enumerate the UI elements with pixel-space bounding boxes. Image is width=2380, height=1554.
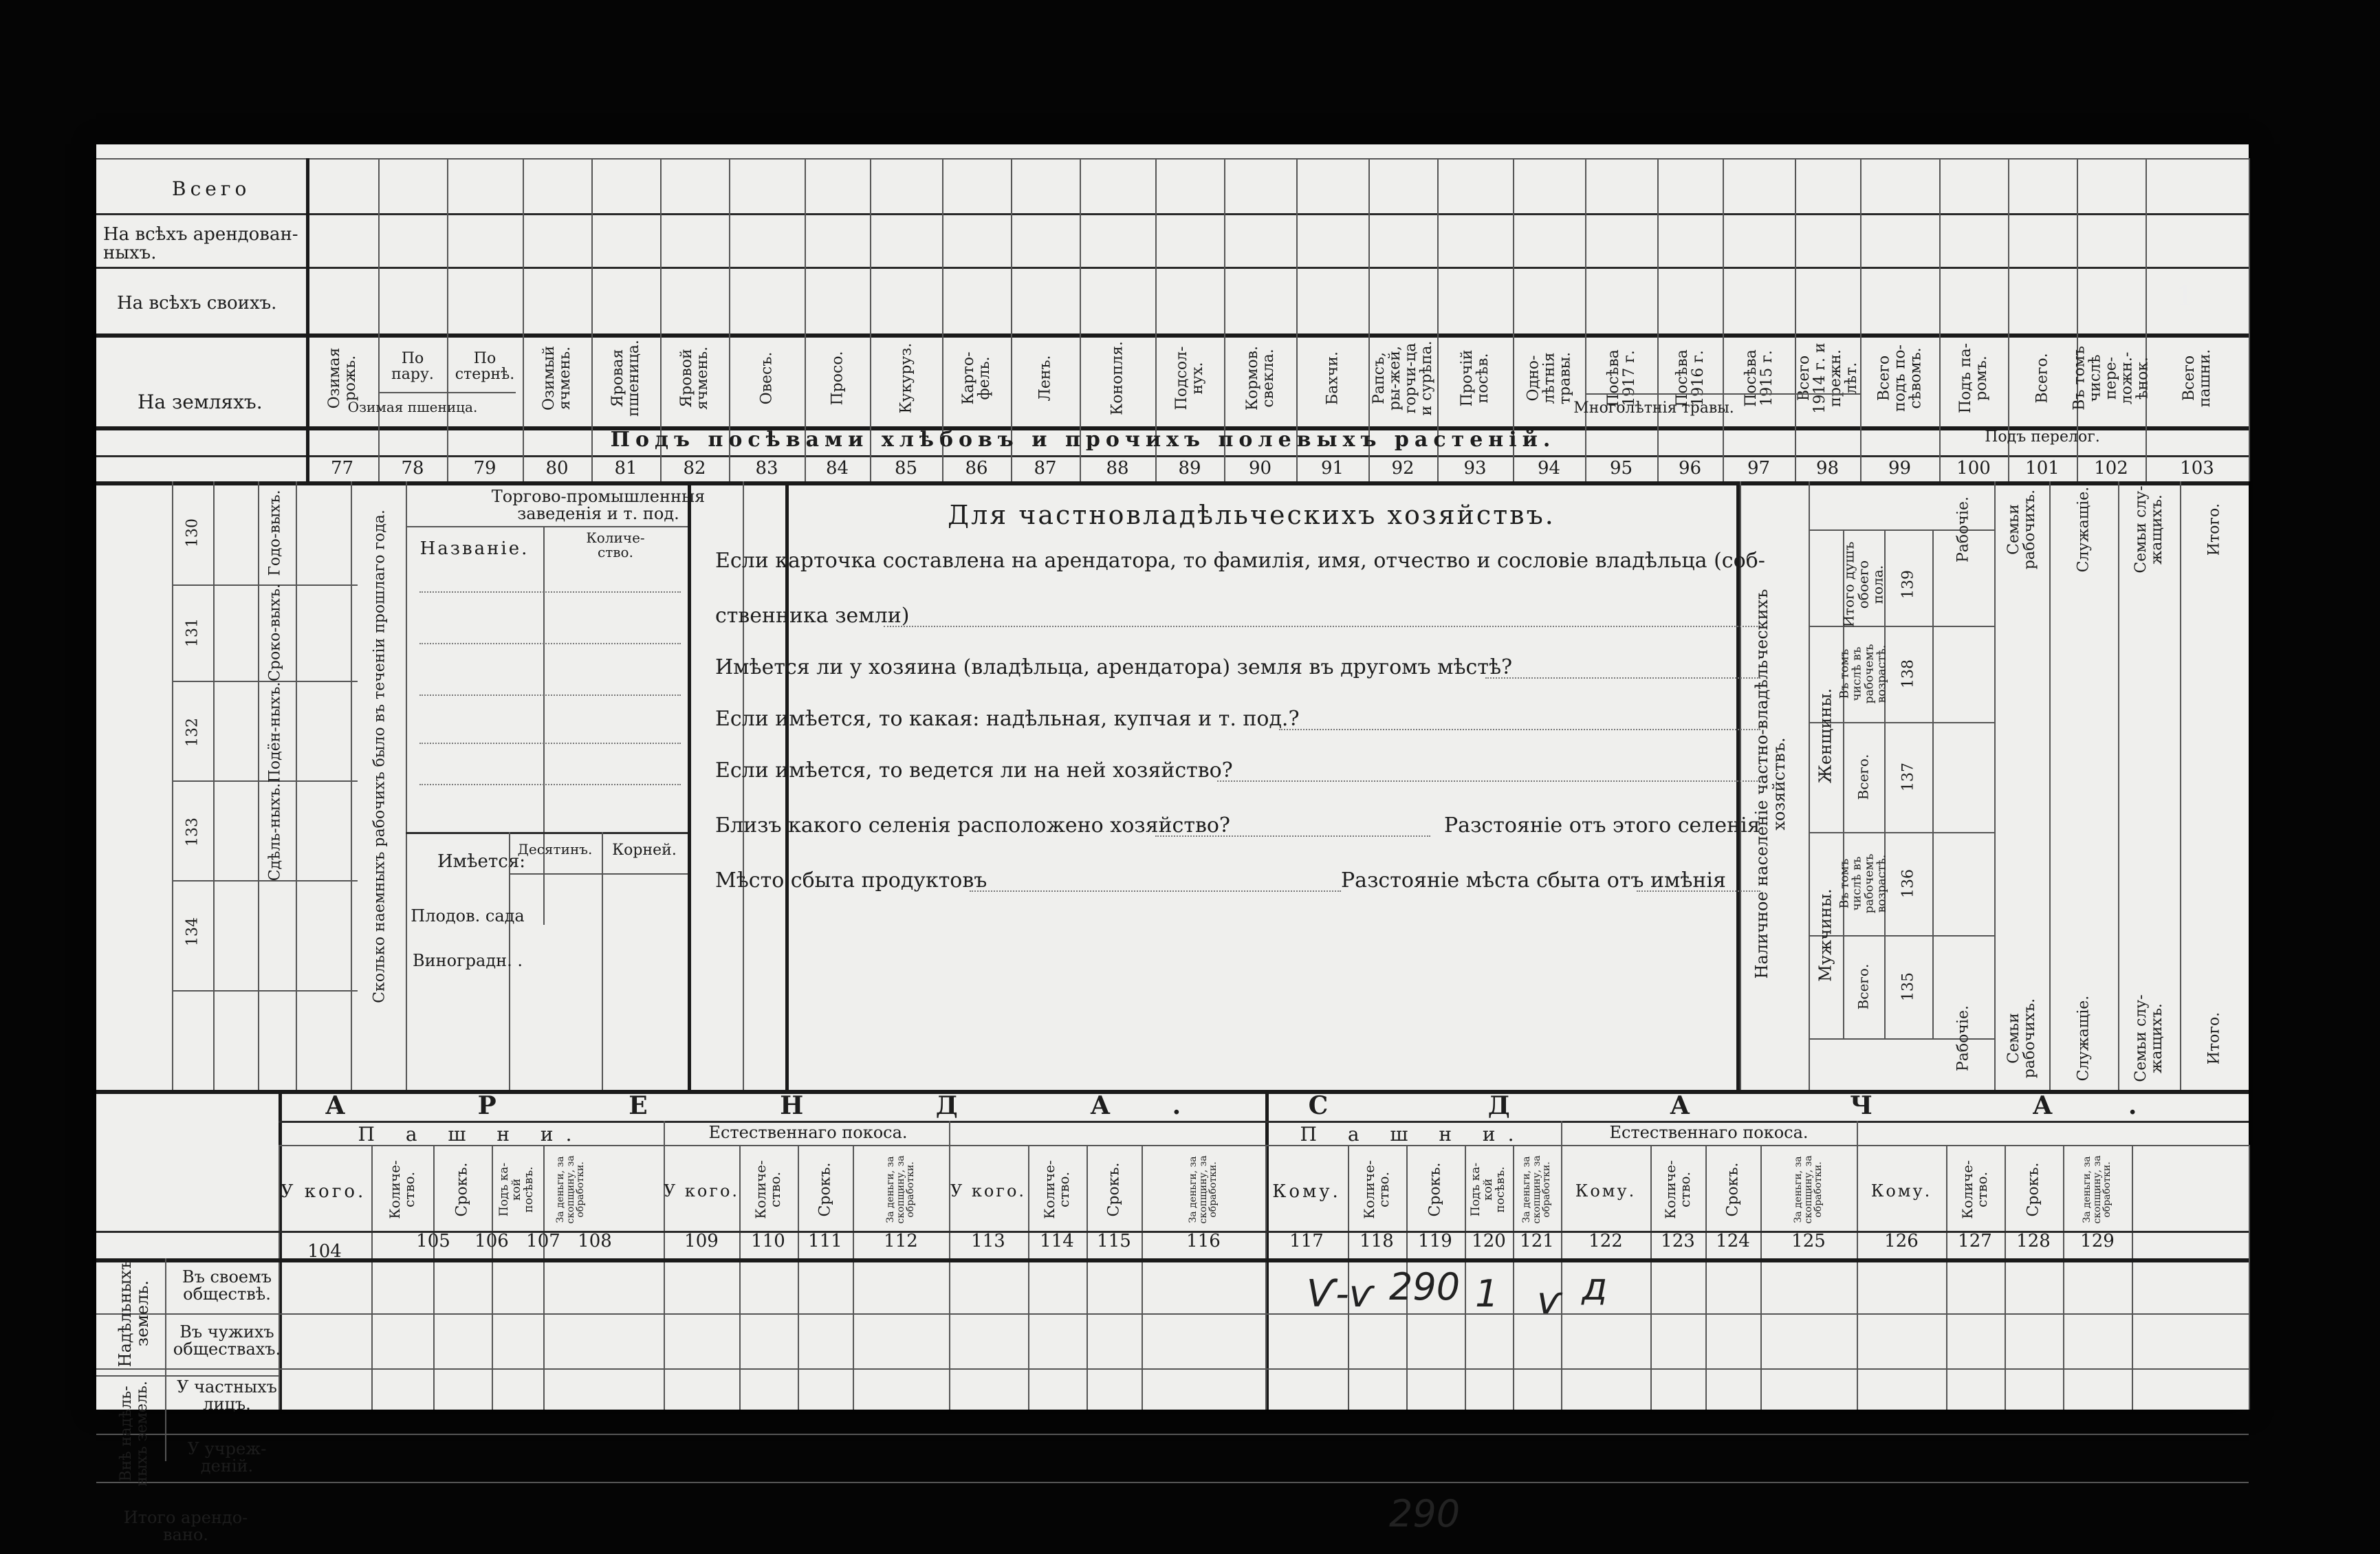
top-column-header: Подъ па-ромъ. xyxy=(1956,342,1990,414)
question-owner-cont: ственника земли) xyxy=(715,604,910,628)
horizontal-rule xyxy=(96,1482,2249,1483)
top-column-header: Озимая рожь. xyxy=(325,347,359,409)
top-column-header: Просо. xyxy=(828,351,846,406)
rent-column-rule xyxy=(492,1145,493,1410)
lease-out-title: С Д А Ч А. xyxy=(1308,1091,2213,1120)
top-column-header: Овесъ. xyxy=(758,351,776,405)
rent-column-rule xyxy=(2249,1145,2250,1410)
top-column-header: По стернѣ. xyxy=(455,350,515,384)
term-column-header: Срокъ. xyxy=(1105,1162,1123,1217)
column-number: 90 xyxy=(1248,458,1272,479)
row-label-total: Всего xyxy=(172,177,251,200)
column-number: 121 xyxy=(1520,1231,1554,1251)
worker-type-label: Годо-выхъ. xyxy=(266,490,284,576)
rent-meadow-header: Естественнаго покоса. xyxy=(708,1123,908,1142)
horizontal-rule xyxy=(172,880,358,882)
horizontal-rule xyxy=(509,873,688,875)
rent-column-rule xyxy=(371,1145,373,1410)
quantity-column-header: Количе-ство. xyxy=(1662,1160,1693,1219)
handwritten-entry: 1 xyxy=(1475,1272,1499,1315)
row-label-lands: На земляхъ. xyxy=(138,391,263,413)
qty-column-header: Количе-ство. xyxy=(586,529,645,560)
column-number: 81 xyxy=(614,458,637,479)
fill-in-line xyxy=(419,784,681,785)
rent-column-rule xyxy=(1028,1145,1029,1410)
rent-column-rule xyxy=(798,1145,799,1410)
staff-column-header: Служащіе. xyxy=(2075,486,2093,573)
horizontal-rule xyxy=(1809,626,1994,627)
total-both-sexes-label: Итого душъ обоего пола. xyxy=(1840,541,1886,628)
horizontal-rule xyxy=(96,1313,2249,1315)
column-number: 91 xyxy=(1320,458,1344,479)
rent-column-rule xyxy=(2063,1145,2064,1410)
quantity-column-header: Количе-ство. xyxy=(1959,1160,1990,1219)
column-number: 101 xyxy=(2025,458,2060,479)
men-total-label: Всего. xyxy=(1855,963,1872,1010)
horizontal-rule xyxy=(96,158,2249,160)
staff-column-footer: Семьи рабочихъ. xyxy=(2005,998,2038,1079)
column-number: 107 xyxy=(526,1231,560,1251)
column-number: 78 xyxy=(401,458,424,479)
fill-in-line xyxy=(1217,780,1760,782)
column-number: 100 xyxy=(1956,458,1991,479)
fill-in-line xyxy=(884,626,1760,627)
name-column-header: Названіе. xyxy=(419,538,530,559)
fill-in-line xyxy=(970,890,1341,892)
quantity-column-header: Количе-ство. xyxy=(1361,1160,1392,1219)
staff-column-footer: Итого. xyxy=(2205,1011,2223,1065)
horizontal-rule xyxy=(96,1258,2249,1262)
payment-column-header: За деньги, за скопщину, за обработки. xyxy=(1187,1155,1219,1224)
top-column-rule xyxy=(523,158,524,481)
middle-column-rule xyxy=(213,481,215,1090)
men-label: Мужчины. xyxy=(1815,888,1835,982)
column-number: 109 xyxy=(684,1231,719,1251)
worker-type-label: Сроко-выхъ. xyxy=(266,584,284,681)
group-label-sown-crops: Подъ посѣвами хлѣбовъ и прочихъ полевыхъ растеній. xyxy=(610,428,1556,452)
staff-column-footer: Рабочіе. xyxy=(1954,1005,1972,1072)
top-column-header: Подсол-нух. xyxy=(1172,346,1206,411)
column-number: 123 xyxy=(1661,1231,1695,1251)
top-column-header: Рапсъ, ры-жей, горчи-ца и сурѣпа. xyxy=(1370,340,1436,416)
horizontal-rule xyxy=(96,455,2249,457)
group-label-fallow: Подъ перелог. xyxy=(1985,428,2100,446)
who-column-header: Кому. xyxy=(1575,1181,1637,1201)
top-column-header: Ленъ. xyxy=(1036,355,1054,402)
column-number: 136 xyxy=(1899,869,1917,898)
women-working-age-label: Въ томъ числѣ въ рабочемъ возрастѣ. xyxy=(1837,644,1888,704)
rent-column-rule xyxy=(739,1145,741,1410)
horizontal-rule xyxy=(96,267,2249,269)
horizontal-rule xyxy=(96,1434,2249,1435)
top-column-header: Яровая пшеница. xyxy=(609,340,642,417)
column-number: 98 xyxy=(1815,458,1839,479)
column-number: 102 xyxy=(2094,458,2128,479)
crop-column-header: Подъ ка-кой посѣвъ. xyxy=(1469,1162,1507,1217)
horizontal-rule xyxy=(1809,722,1994,723)
middle-column-rule xyxy=(258,481,259,1090)
top-column-rule xyxy=(1795,158,1796,481)
row-label-rented: На всѣхъ арендован-ныхъ. xyxy=(103,224,298,264)
top-column-rule xyxy=(1723,158,1724,481)
top-column-rule xyxy=(378,158,380,481)
handwritten-entry: 290 xyxy=(1389,1265,1461,1309)
column-number: 83 xyxy=(755,458,778,479)
staff-column-rule xyxy=(2180,481,2181,1090)
top-column-rule xyxy=(447,158,448,481)
top-column-header: По пару. xyxy=(391,350,434,384)
row-other-community: Въ чужихъ обществахъ. xyxy=(173,1322,281,1359)
horizontal-rule xyxy=(96,1368,2249,1370)
top-column-header: Всего пашни. xyxy=(2180,349,2214,408)
lease-meadow-header: Естественнаго покоса. xyxy=(1609,1123,1809,1142)
payment-column-header: За деньги, за скопщину, за обработки. xyxy=(1520,1155,1553,1224)
quantity-column-header: Количе-ство. xyxy=(752,1160,783,1219)
column-number: 88 xyxy=(1106,458,1129,479)
rent-column-rule xyxy=(2005,1145,2006,1410)
column-number: 79 xyxy=(473,458,496,479)
column-number: 77 xyxy=(330,458,354,479)
column-number: 92 xyxy=(1391,458,1415,479)
handwritten-entry: Ѵ-ѵ xyxy=(1307,1272,1374,1315)
desyatin-header: Десятинъ. xyxy=(517,841,593,857)
top-column-rule xyxy=(1939,158,1941,481)
staff-column-rule xyxy=(2118,481,2119,1090)
top-column-header: Посѣва 1915 г. xyxy=(1742,349,1776,407)
top-column-header: Посѣва 1917 г. xyxy=(1604,349,1638,407)
column-number: 105 xyxy=(416,1231,450,1251)
column-number: 130 xyxy=(184,518,201,547)
vertical-rule xyxy=(165,1258,166,1461)
column-number: 127 xyxy=(1958,1231,1992,1251)
term-column-header: Срокъ. xyxy=(1426,1162,1444,1217)
fill-in-line xyxy=(1155,835,1430,837)
middle-column-rule xyxy=(172,481,173,1090)
horizontal-rule xyxy=(172,584,358,586)
top-column-header: Въ томъ числѣ пере-ложн.-ѣнок. xyxy=(2071,346,2152,411)
middle-column-rule xyxy=(296,481,297,1090)
middle-column-rule xyxy=(351,481,352,1090)
quantity-column-header: Количе-ство. xyxy=(386,1160,417,1219)
column-number: 122 xyxy=(1589,1231,1623,1251)
column-number: 85 xyxy=(894,458,918,479)
vertical-rule xyxy=(688,481,691,1090)
column-number: 82 xyxy=(683,458,706,479)
horizontal-rule xyxy=(96,481,2249,485)
who-column-header: Кому. xyxy=(1272,1181,1341,1202)
column-number: 115 xyxy=(1097,1231,1131,1251)
term-column-header: Срокъ. xyxy=(1724,1162,1742,1217)
worker-type-label: Сдѣль-ныхъ. xyxy=(266,783,284,882)
column-number: 94 xyxy=(1537,458,1561,479)
top-column-header: Карто-фель. xyxy=(959,351,993,405)
horizontal-rule xyxy=(1809,832,1994,833)
rent-column-rule xyxy=(1513,1145,1514,1410)
column-number: 106 xyxy=(474,1231,509,1251)
top-column-rule xyxy=(1860,158,1862,481)
top-column-header: Всего. xyxy=(2033,353,2051,404)
top-column-header: Одно-лѣтнія травы. xyxy=(1524,351,1574,405)
top-column-rule xyxy=(1657,158,1659,481)
column-number: 118 xyxy=(1360,1231,1394,1251)
payment-column-header: За деньги, за скопщину, за обработки. xyxy=(1792,1155,1824,1224)
column-number: 110 xyxy=(751,1231,785,1251)
rent-column-rule xyxy=(543,1145,545,1410)
top-column-header: Прочій посѣв. xyxy=(1458,349,1492,407)
top-column-rule xyxy=(2146,158,2147,481)
staff-column-header: Итого. xyxy=(2205,503,2223,556)
population-label: Наличное населеніе частно-владѣльческихъ хозяйствъ. xyxy=(1751,589,1789,979)
top-column-header: Кукуруз. xyxy=(897,342,915,414)
rent-title: А Р Е Н Д А. xyxy=(325,1091,1243,1120)
workers-count-label: Сколько наемныхъ рабочихъ было въ теченіи прошлаго года. xyxy=(371,510,389,1003)
women-label: Женщины. xyxy=(1815,688,1835,784)
question-land-type: Если имѣется, то какая: надѣльная, купчая и т. под.? xyxy=(715,707,1300,731)
column-number: 126 xyxy=(1884,1231,1919,1251)
page-marker: 1 xyxy=(2176,281,2194,312)
question-owner: Если карточка составлена на арендатора, то фамилія, имя, отчество и сословіе владѣльца (соб- xyxy=(715,549,1765,573)
horizontal-rule xyxy=(406,832,688,834)
middle-column-rule xyxy=(406,481,407,1090)
quantity-column-header: Количе-ство. xyxy=(1041,1160,1072,1219)
rent-column-rule xyxy=(1760,1145,1762,1410)
top-column-header: Озимый ячмень. xyxy=(540,346,574,411)
top-column-header: Всего 1914 г. и прежн. лѣт. xyxy=(1795,342,1860,414)
column-number: 111 xyxy=(808,1231,842,1251)
staff-column-rule xyxy=(1994,481,1996,1090)
column-number: 129 xyxy=(2080,1231,2115,1251)
column-number: 113 xyxy=(971,1231,1005,1251)
rent-column-rule xyxy=(1561,1145,1562,1410)
private-household-title: Для частновладѣльческихъ хозяйствъ. xyxy=(948,500,1555,530)
rent-column-rule xyxy=(1705,1145,1707,1410)
group-label-winter-wheat: Озимая пшеница. xyxy=(347,399,478,415)
row-total-rented: Итого арендо-вано. xyxy=(123,1508,248,1545)
who-column-header: У кого. xyxy=(280,1181,367,1202)
top-column-header: Кормов. свекла. xyxy=(1243,345,1277,411)
column-number: 97 xyxy=(1747,458,1771,479)
horizontal-rule xyxy=(96,1375,279,1377)
column-number: 108 xyxy=(578,1231,612,1251)
column-number: 131 xyxy=(184,618,201,647)
top-column-header: Яровой ячмень. xyxy=(677,346,711,411)
top-column-rule xyxy=(306,158,309,481)
staff-column-header: Семьи рабочихъ. xyxy=(2005,489,2038,570)
column-number: 84 xyxy=(825,458,849,479)
column-number: 132 xyxy=(184,718,201,747)
column-number: 103 xyxy=(2180,458,2214,479)
rent-column-rule xyxy=(433,1145,435,1410)
column-number: 87 xyxy=(1034,458,1057,479)
staff-column-rule xyxy=(2049,481,2051,1090)
row-label-own: На всѣхъ своихъ. xyxy=(117,293,277,314)
rent-column-rule xyxy=(1465,1145,1466,1410)
column-number: 119 xyxy=(1418,1231,1452,1251)
distance-village-label: Разстояніе отъ этого селенія xyxy=(1444,813,1760,838)
column-number: 89 xyxy=(1178,458,1201,479)
trade-block-title: Торгово-промышленныя заведенія и т. под. xyxy=(491,487,706,524)
horizontal-rule xyxy=(406,526,688,527)
column-number: 99 xyxy=(1888,458,1912,479)
fill-in-line xyxy=(1279,729,1760,730)
top-column-header: Всего подъ по-сѣвомъ. xyxy=(1875,344,1925,412)
horizontal-rule xyxy=(96,213,2249,215)
payment-column-header: За деньги, за скопщину, за обработки. xyxy=(2081,1155,2113,1224)
column-number: 138 xyxy=(1899,659,1917,688)
column-number: 120 xyxy=(1472,1231,1506,1251)
question-village: Близъ какого селенія расположено хозяйство? xyxy=(715,813,1230,838)
column-number: 112 xyxy=(884,1231,918,1251)
rent-column-rule xyxy=(1857,1145,1858,1410)
distance-market-label: Разстояніе мѣста сбыта отъ имѣнія xyxy=(1341,868,1726,893)
rent-column-rule xyxy=(1650,1145,1652,1410)
horizontal-rule xyxy=(172,780,358,782)
fill-in-line xyxy=(1637,890,1760,892)
non-allotment-label: Внѣ надѣль-ныхъ земель. xyxy=(117,1381,151,1487)
handwritten-entry: 290 xyxy=(1389,1492,1461,1535)
horizontal-rule xyxy=(1809,935,1994,937)
women-total-label: Всего. xyxy=(1855,754,1872,800)
census-card xyxy=(96,144,2249,1545)
fill-in-line xyxy=(419,643,681,644)
column-number: 125 xyxy=(1791,1231,1826,1251)
top-column-rule xyxy=(2249,158,2250,481)
top-column-rule xyxy=(1585,158,1586,481)
term-column-header: Срокъ. xyxy=(453,1162,471,1217)
term-column-header: Срокъ. xyxy=(2024,1162,2042,1217)
population-column-rule xyxy=(1932,529,1934,1038)
handwritten-entry: ѵ xyxy=(1537,1279,1562,1322)
rent-column-rule xyxy=(2132,1145,2133,1410)
lease-arable-header: П а ш н и. xyxy=(1300,1123,1527,1146)
vineyard-label: Виноградн. . xyxy=(413,951,523,970)
row-institutions: У учреж-деній. xyxy=(187,1439,267,1476)
staff-column-footer: Служащіе. xyxy=(2075,995,2093,1082)
rent-column-rule xyxy=(1265,1145,1267,1410)
column-number: 116 xyxy=(1186,1231,1221,1251)
allotment-land-label: Надѣльныхъ земель. xyxy=(115,1259,152,1368)
rent-column-rule xyxy=(853,1145,854,1410)
horizontal-rule xyxy=(378,392,516,393)
vertical-rule xyxy=(1809,481,1810,1090)
who-column-header: У кого. xyxy=(950,1181,1027,1201)
rent-arable-header: П а ш н и. xyxy=(358,1123,585,1146)
column-number: 137 xyxy=(1899,763,1917,791)
rent-column-rule xyxy=(1087,1145,1088,1410)
row-private-persons: У частныхъ лицъ. xyxy=(177,1377,277,1414)
column-number: 124 xyxy=(1716,1231,1750,1251)
question-other-land: Имѣется ли у хозяина (владѣльца, арендатора) земля въ другомъ мѣстѣ? xyxy=(715,655,1513,679)
fill-in-line xyxy=(419,591,681,593)
horizontal-rule xyxy=(96,333,2249,338)
men-working-age-label: Въ томъ числѣ въ рабочемъ возрастѣ. xyxy=(1837,853,1888,914)
column-number: 128 xyxy=(2016,1231,2051,1251)
column-number: 86 xyxy=(965,458,988,479)
column-number: 96 xyxy=(1678,458,1702,479)
column-number: 114 xyxy=(1040,1231,1074,1251)
payment-column-header: За деньги, за скопщину, за обработки. xyxy=(554,1155,587,1224)
korney-header: Корней. xyxy=(612,842,677,859)
vertical-rule xyxy=(602,832,603,1090)
payment-column-header: За деньги, за скопщину, за обработки. xyxy=(884,1155,917,1224)
crop-column-header: Подъ ка-кой посѣвъ. xyxy=(497,1162,536,1217)
horizontal-rule xyxy=(172,681,358,682)
vertical-rule xyxy=(543,526,545,925)
rent-column-rule xyxy=(1142,1145,1143,1410)
has-label: Имѣется: xyxy=(437,851,526,872)
question-farming: Если имѣется, то ведется ли на ней хозяйство? xyxy=(715,758,1233,783)
row-own-community: Въ своемъ обществѣ. xyxy=(182,1267,272,1304)
column-number: 139 xyxy=(1899,570,1917,599)
top-column-header: Посѣва 1916 г. xyxy=(1673,349,1707,407)
orchard-label: Плодов. сада xyxy=(411,906,525,926)
column-number: 93 xyxy=(1463,458,1487,479)
column-number: 80 xyxy=(545,458,569,479)
fill-in-line xyxy=(1485,677,1760,679)
top-column-header: Бахчи. xyxy=(1323,351,1341,405)
top-column-rule xyxy=(591,158,593,481)
term-column-header: Срокъ. xyxy=(816,1162,834,1217)
group-label-perennial: Многолѣтнія травы. xyxy=(1573,400,1734,417)
question-market: Мѣсто сбыта продуктовъ xyxy=(715,868,987,893)
staff-column-footer: Семьи слу-жащихъ. xyxy=(2132,994,2165,1082)
column-number: 134 xyxy=(184,917,201,946)
horizontal-rule xyxy=(1585,393,1860,395)
who-column-header: Кому. xyxy=(1870,1181,1932,1201)
column-number: 104 xyxy=(307,1241,342,1262)
horizontal-rule xyxy=(172,990,358,992)
staff-column-header: Рабочіе. xyxy=(1954,496,1972,563)
handwritten-entry: д xyxy=(1582,1265,1608,1309)
fill-in-line xyxy=(419,694,681,696)
worker-type-label: Подён-ныхъ. xyxy=(266,681,284,783)
rent-column-rule xyxy=(1946,1145,1947,1410)
column-number: 133 xyxy=(184,818,201,846)
column-number: 95 xyxy=(1609,458,1633,479)
column-number: 135 xyxy=(1899,972,1917,1001)
column-number: 117 xyxy=(1289,1231,1324,1251)
top-column-header: Конопля. xyxy=(1109,341,1126,415)
who-column-header: У кого. xyxy=(663,1181,740,1201)
fill-in-line xyxy=(419,743,681,744)
staff-column-header: Семьи слу-жащихъ. xyxy=(2132,485,2165,573)
